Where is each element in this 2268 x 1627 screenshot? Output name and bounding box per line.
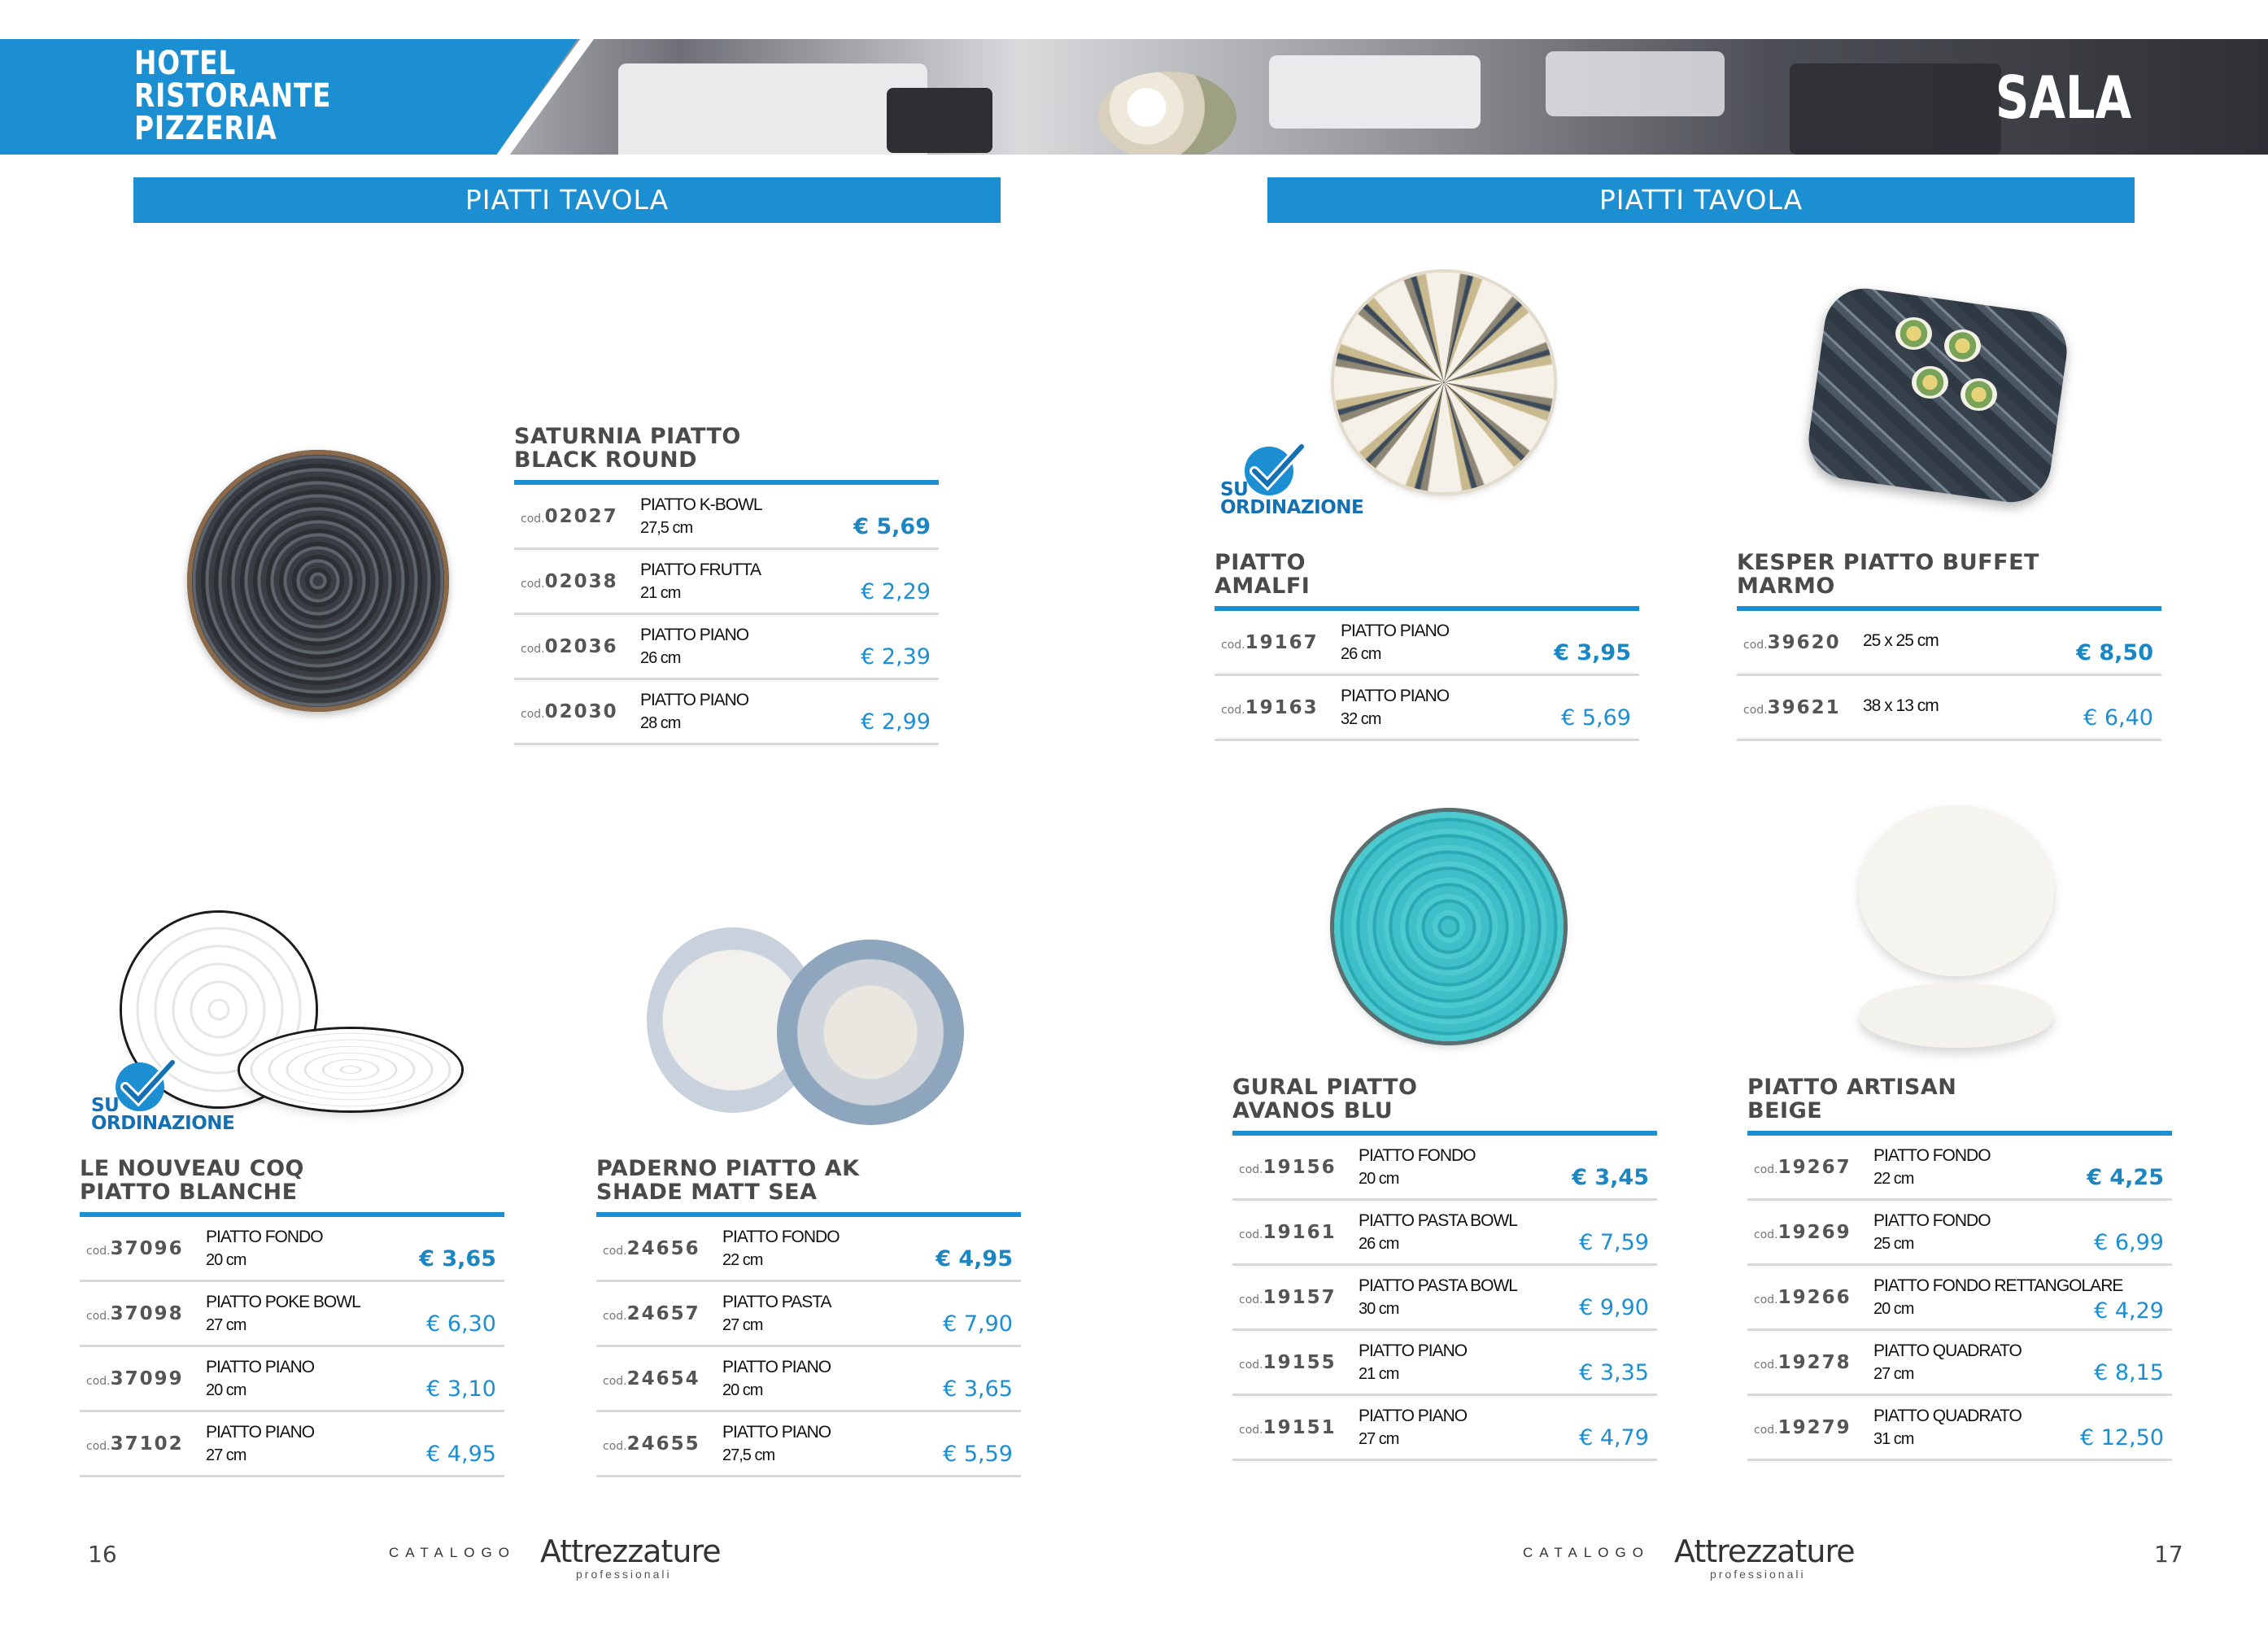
product-description [1341,684,1449,731]
product-size: 27 cm [722,1316,763,1334]
saturnia-plate-image [187,450,449,712]
product-nouveau-coq [80,1157,504,1477]
code-prefix: cod. [603,1310,627,1323]
product-code [521,506,618,527]
made-to-order-badge [1220,442,1383,519]
product-size: 20 cm [206,1381,246,1399]
product-title-line: PIATTO BLANCHE [80,1180,298,1205]
product-price: € 3,10 [426,1376,496,1402]
header-title [134,47,331,145]
product-saturnia [514,425,939,745]
product-title [1215,551,1639,598]
product-title [596,1157,1021,1204]
product-title [514,425,939,472]
code-prefix: cod. [603,1375,627,1388]
product-name: 38 x 13 cm [1863,696,1939,715]
product-size: 21 cm [640,584,681,602]
product-code [521,701,618,722]
table-row [80,1217,504,1282]
product-size: 27 cm [1873,1365,1914,1383]
table-row [1747,1396,2172,1461]
table-row [596,1347,1021,1412]
table-row [1232,1136,1657,1201]
product-price: € 4,95 [936,1246,1013,1272]
product-name: PIATTO PIANO [206,1423,315,1442]
artisan-plate-image [1859,805,2054,976]
product-code [1754,1157,1851,1178]
product-price: € 5,59 [943,1442,1013,1467]
table-row [80,1282,504,1347]
product-name: PIATTO FONDO [1873,1211,1991,1230]
product-description [1341,619,1449,666]
code-number: 24655 [626,1433,700,1455]
product-title-line: PIATTO ARTISAN [1747,1075,1957,1100]
code-prefix: cod. [1239,1424,1263,1437]
product-name: PIATTO PIANO [640,691,749,709]
section-bar-left: PIATTI TAVOLA [133,177,1001,223]
product-paderno [596,1157,1021,1477]
code-number: 02030 [544,701,618,722]
product-description [1359,1144,1476,1191]
code-number: 02036 [544,636,618,657]
header-title-line: PIZZERIA [134,110,277,147]
product-size: 27,5 cm [640,519,693,537]
table-row [514,680,939,745]
product-size: 21 cm [1359,1365,1399,1383]
product-description [1873,1339,2022,1386]
product-price: € 2,99 [861,709,931,735]
code-number: 19167 [1245,632,1319,653]
product-price: € 4,95 [426,1442,496,1467]
code-prefix: cod. [1743,704,1768,717]
product-title-line: BLACK ROUND [514,447,697,473]
product-price: € 3,65 [419,1246,496,1272]
product-description [722,1225,840,1272]
product-amalfi [1215,551,1639,741]
product-price: € 3,35 [1579,1360,1649,1385]
product-price: € 6,99 [2094,1230,2164,1255]
product-size: 20 cm [722,1381,763,1399]
product-code [1239,1222,1337,1243]
product-description [1873,1274,2122,1321]
product-size: 25 cm [1873,1235,1914,1253]
brand-prefix: CATALOGO [1523,1545,1650,1560]
code-prefix: cod. [1754,1228,1778,1241]
code-number: 24656 [626,1238,700,1259]
product-name: PIATTO FONDO [1359,1146,1476,1165]
product-code [1754,1352,1851,1373]
product-price: € 6,40 [2083,705,2153,731]
product-price: € 12,50 [2079,1425,2164,1450]
product-size: 20 cm [206,1251,246,1269]
gural-plate-image [1334,812,1564,1041]
product-code [1221,632,1319,653]
product-price: € 8,15 [2094,1360,2164,1385]
code-number: 19163 [1245,697,1319,718]
code-prefix: cod. [1239,1163,1263,1176]
product-size: 27,5 cm [722,1446,775,1464]
product-code [86,1368,184,1389]
table-row [514,485,939,550]
product-code [86,1238,184,1259]
flowers-image [1098,72,1236,155]
code-prefix: cod. [1239,1228,1263,1241]
table-row [596,1282,1021,1347]
product-size: 28 cm [640,714,681,732]
code-number: 19269 [1777,1222,1851,1243]
product-size: 32 cm [1341,710,1381,728]
table-row [1737,676,2161,741]
footer-brand-left [389,1533,731,1582]
product-name: PIATTO POKE BOWL [206,1293,360,1311]
product-size: 27 cm [1359,1430,1399,1448]
section-bar-right: PIATTI TAVOLA [1267,177,2135,223]
product-title [1232,1075,1657,1123]
table-row [514,615,939,680]
table-row [596,1217,1021,1282]
product-name: PIATTO PASTA BOWL [1359,1211,1517,1230]
code-prefix: cod. [521,708,545,721]
product-description [1359,1339,1467,1386]
product-description [722,1420,831,1468]
product-title-line: LE NOUVEAU COQ [80,1156,304,1181]
product-size: 27 cm [206,1316,246,1334]
product-name: PIATTO K-BOWL [640,495,762,514]
product-code [603,1433,700,1455]
product-code [1743,632,1841,653]
section-label-sala: SALA [1995,63,2131,132]
product-name: PIATTO PIANO [1359,1407,1468,1425]
table-row [1747,1136,2172,1201]
code-prefix: cod. [1239,1293,1263,1306]
code-prefix: cod. [603,1440,627,1453]
product-code [1754,1417,1851,1438]
product-description [206,1420,314,1468]
product-price: € 3,95 [1554,640,1631,665]
code-number: 19156 [1263,1157,1337,1178]
table-row [1232,1266,1657,1331]
product-price: € 8,50 [2076,640,2153,665]
product-size: 22 cm [1873,1170,1914,1188]
table-row [1215,676,1639,741]
product-size: 20 cm [1873,1300,1914,1318]
product-code [603,1238,700,1259]
brand-sub: professionali [1710,1568,1806,1581]
product-description [640,688,748,735]
code-number: 19151 [1263,1417,1337,1438]
badge-text-line: ORDINAZIONE [1220,497,1364,518]
table-row [80,1412,504,1477]
badge-text-line: SU [1220,479,1249,500]
product-price: € 4,79 [1579,1425,1649,1450]
code-prefix: cod. [1754,1293,1778,1306]
code-number: 37102 [110,1433,184,1455]
product-description [1359,1209,1517,1256]
code-number: 24654 [626,1368,700,1389]
product-code [1743,697,1841,718]
table-row [80,1347,504,1412]
code-prefix: cod. [86,1310,111,1323]
code-number: 19157 [1263,1287,1337,1308]
code-prefix: cod. [86,1245,111,1258]
code-number: 19267 [1777,1157,1851,1178]
nouveau-bowl-image [240,1029,461,1110]
code-prefix: cod. [1239,1359,1263,1372]
product-gural [1232,1075,1657,1461]
product-code [1754,1222,1851,1243]
product-name: PIATTO FRUTTA [640,561,761,579]
product-name: PIATTO FONDO [722,1228,840,1246]
code-prefix: cod. [1754,1163,1778,1176]
header-title-line: HOTEL [134,45,237,82]
code-number: 02027 [544,506,618,527]
product-title-line: PIATTO [1215,550,1306,575]
product-title-line: MARMO [1737,574,1835,599]
product-size: 31 cm [1873,1430,1914,1448]
product-description [722,1290,831,1337]
product-price: € 3,65 [943,1376,1013,1402]
code-prefix: cod. [86,1440,111,1453]
product-name: PIATTO PIANO [722,1423,831,1442]
product-name: PIATTO QUADRATO [1873,1341,2022,1360]
artisan-bowl-image [1859,983,2054,1048]
product-name: PIATTO PIANO [206,1358,315,1376]
product-artisan [1747,1075,2172,1461]
product-title-line: SATURNIA PIATTO [514,424,741,449]
code-number: 19279 [1777,1417,1851,1438]
product-kesper [1737,551,2161,741]
product-name: PIATTO QUADRATO [1873,1407,2022,1425]
product-description [1863,629,1939,652]
product-name: PIATTO PIANO [640,626,749,644]
table-row [1737,611,2161,676]
header-banner [0,39,2268,155]
product-code [1239,1287,1337,1308]
brand-name: Attrezzature [540,1533,721,1569]
paderno-bowl-image [777,940,964,1125]
product-price: € 3,45 [1572,1165,1649,1190]
product-title [1747,1075,2172,1123]
code-prefix: cod. [1221,704,1245,717]
page-number-left: 16 [88,1541,117,1568]
badge-text [1220,481,1363,517]
code-prefix: cod. [521,643,545,656]
product-name: PIATTO FONDO [1873,1146,1991,1165]
product-price: € 6,30 [426,1311,496,1337]
product-description [1873,1404,2022,1451]
product-title [1737,551,2161,598]
code-prefix: cod. [1754,1359,1778,1372]
product-name: PIATTO FONDO [206,1228,323,1246]
code-number: 37096 [110,1238,184,1259]
badge-text-line: SU [91,1095,120,1116]
product-code [521,571,618,592]
product-description [1863,694,1939,718]
product-name: PIATTO PIANO [722,1358,831,1376]
product-code [1239,1417,1337,1438]
code-number: 37099 [110,1368,184,1389]
code-number: 19155 [1263,1352,1337,1373]
code-number: 39621 [1767,697,1841,718]
footer-brand-right [1523,1533,1865,1582]
product-title-line: GURAL PIATTO [1232,1075,1418,1100]
brand-name: Attrezzature [1674,1533,1855,1569]
product-description [1359,1404,1467,1451]
code-prefix: cod. [1743,639,1768,652]
product-description [640,493,762,540]
page-number-right: 17 [2154,1541,2183,1568]
product-description [1359,1274,1517,1321]
table-row [514,550,939,615]
product-price: € 5,69 [853,514,931,539]
code-number: 19161 [1263,1222,1337,1243]
table-row [1215,611,1639,676]
product-price: € 2,29 [861,579,931,604]
product-price: € 2,39 [861,644,931,670]
product-title-line: KESPER PIATTO BUFFET [1737,550,2039,575]
product-code [86,1433,184,1455]
table-row [1232,1331,1657,1396]
product-description [640,623,748,670]
product-price: € 4,29 [2094,1298,2164,1324]
badge-text-line: ORDINAZIONE [91,1113,235,1134]
product-code [1239,1352,1337,1373]
code-number: 24657 [626,1303,700,1324]
product-name: PIATTO PASTA [722,1293,831,1311]
product-size: 26 cm [1359,1235,1399,1253]
product-name: PIATTO PASTA BOWL [1359,1276,1517,1295]
table-row [1232,1201,1657,1266]
product-price: € 7,90 [943,1311,1013,1337]
product-title [80,1157,504,1204]
product-name: 25 x 25 cm [1863,631,1939,650]
code-number: 02038 [544,571,618,592]
code-number: 37098 [110,1303,184,1324]
product-size: 20 cm [1359,1170,1399,1188]
kesper-sushi-image [1887,317,2026,431]
product-name: PIATTO PIANO [1359,1341,1468,1360]
code-prefix: cod. [86,1375,111,1388]
product-price: € 9,90 [1579,1295,1649,1320]
product-title-line: SHADE MATT SEA [596,1180,818,1205]
badge-text [91,1097,234,1132]
product-description [1873,1144,1991,1191]
brand-prefix: CATALOGO [389,1545,516,1560]
product-size: 27 cm [206,1446,246,1464]
product-description [206,1225,323,1272]
product-size: 22 cm [722,1251,763,1269]
made-to-order-badge [91,1058,254,1135]
code-prefix: cod. [1754,1424,1778,1437]
header-title-line: RISTORANTE [134,77,332,115]
table-row [1747,1331,2172,1396]
table-row [1747,1201,2172,1266]
code-prefix: cod. [521,513,545,526]
product-description [206,1290,360,1337]
product-code [603,1368,700,1389]
product-title-line: AMALFI [1215,574,1311,599]
product-size: 30 cm [1359,1300,1399,1318]
table-row [1747,1266,2172,1331]
code-number: 19266 [1777,1287,1851,1308]
product-code [86,1303,184,1324]
table-row [1232,1396,1657,1461]
product-title-line: AVANOS BLU [1232,1098,1394,1123]
code-number: 39620 [1767,632,1841,653]
code-prefix: cod. [603,1245,627,1258]
product-price: € 7,59 [1579,1230,1649,1255]
product-name: PIATTO PIANO [1341,687,1450,705]
product-description [640,558,761,605]
product-description [206,1355,314,1402]
product-price: € 4,25 [2087,1165,2164,1190]
product-name: PIATTO FONDO RETTANGOLARE [1873,1276,2123,1295]
product-size: 26 cm [1341,645,1381,663]
product-code [1754,1287,1851,1308]
product-code [521,636,618,657]
code-prefix: cod. [1221,639,1245,652]
product-name: PIATTO PIANO [1341,622,1450,640]
code-number: 19278 [1777,1352,1851,1373]
product-code [603,1303,700,1324]
product-code [1221,697,1319,718]
product-title-line: BEIGE [1747,1098,1823,1123]
code-prefix: cod. [521,578,545,591]
product-code [1239,1157,1337,1178]
product-size: 26 cm [640,649,681,667]
brand-sub: professionali [576,1568,672,1581]
product-price: € 5,69 [1561,705,1631,731]
product-description [722,1355,831,1402]
table-row [596,1412,1021,1477]
product-description [1873,1209,1991,1256]
product-title-line: PADERNO PIATTO AK [596,1156,860,1181]
